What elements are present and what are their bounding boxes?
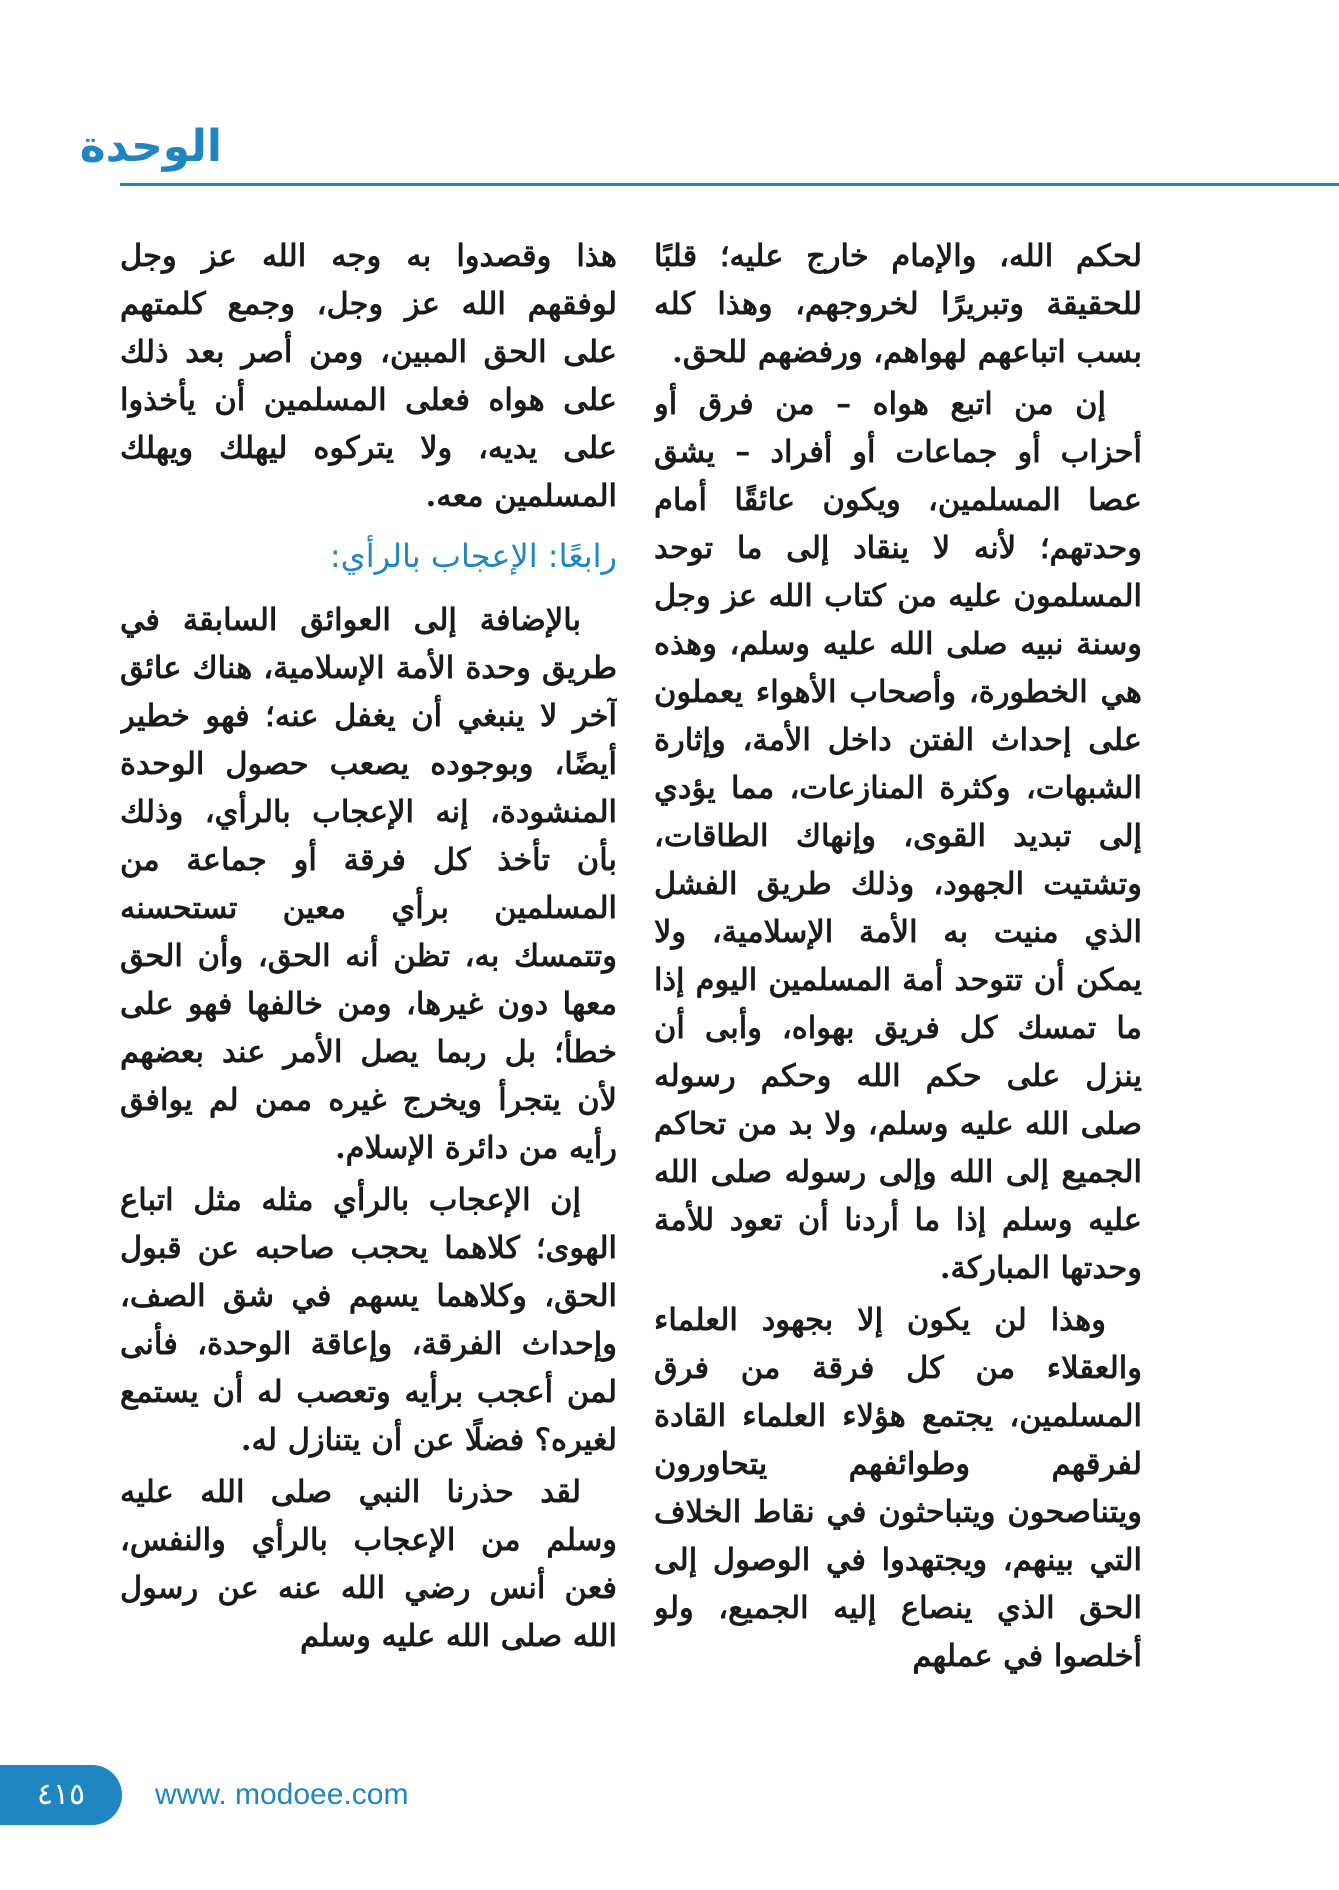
page-number-badge: ٤١٥ bbox=[0, 1765, 122, 1825]
left-column bbox=[120, 232, 617, 1762]
paragraph: إن الإعجاب بالرأي مثله مثل اتباع الهوى؛ كلاهما يحجب صاحبه عن قبول الحق، وكلاهما يسهم في شق الصف، وإحداث الفرقة، وإعاقة الوحدة، فأنى لمن أعجب برأيه وتعصب له أن يستمع لغيره؟ فضلًا عن أن يتنازل له. bbox=[120, 1182, 617, 1458]
right-column bbox=[654, 232, 1142, 1762]
header-divider bbox=[120, 183, 1339, 186]
paragraph: هذا وقصدوا به وجه الله عز وجل لوفقهم الله عز وجل، وجمع كلمتهم على الحق المبين، ومن أصر بعد ذلك على هواه فعلى المسلمين أن يأخذوا على يديه، ولا يتركوه ليهلك ويهلك المسلمين معه. bbox=[120, 238, 617, 514]
page-header-title: الوحدة bbox=[79, 121, 222, 172]
website-link[interactable]: www. modoee.com bbox=[155, 1778, 409, 1811]
paragraph: بالإضافة إلى العوائق السابقة في طريق وحدة الأمة الإسلامية، هناك عائق آخر لا ينبغي أن يغفل عنه؛ فهو خطير أيضًا، وبوجوده يصعب حصول الوحدة المنشودة، إنه الإعجاب بالرأي، وذلك بأن تأخذ كل فرقة أو جماعة من المسلمين برأي معين تستحسنه وتتمسك به، تظن أنه الحق، وأن الحق معها دون غيرها، ومن خالفها فهو على خطأ؛ بل ربما يصل الأمر عند بعضهم لأن يتجرأ ويخرج غيره ممن لم يوافق رأيه من دائرة الإسلام. bbox=[120, 602, 617, 1166]
paragraph: إن من اتبع هواه – من فرق أو أحزاب أو جماعات أو أفراد – يشق عصا المسلمين، ويكون عائقًا أمام وحدتهم؛ لأنه لا ينقاد إلى ما توحد المسلمون عليه من كتاب الله عز وجل وسنة نبيه صلى الله عليه وسلم، وهذه هي الخطورة، وأصحاب الأهواء يعملون على إحداث الفتن داخل الأمة، وإثارة الشبهات، وكثرة المنازعات، مما يؤدي إلى تبديد القوى، وإنهاك الطاقات، وتشتيت الجهود، وذلك طريق الفشل الذي منيت به الأمة الإسلامية، ولا يمكن أن تتوحد أمة المسلمين اليوم إذا ما تمسك كل فريق بهواه، وأبى أن ينزل على حكم الله وحكم رسوله صلى الله عليه وسلم، ولا بد من تحاكم الجميع إلى الله وإلى رسوله صلى الله عليه وسلم إذا ما أردنا أن تعود للأمة وحدتها المباركة. bbox=[654, 386, 1142, 1286]
paragraph: لحكم الله، والإمام خارج عليه؛ قلبًا للحقيقة وتبريرًا لخروجهم، وهذا كله بسب اتباعهم لهواهم، ورفضهم للحق. bbox=[654, 238, 1142, 370]
paragraph: وهذا لن يكون إلا بجهود العلماء والعقلاء من كل فرقة من فرق المسلمين، يجتمع هؤلاء العلماء القادة لفرقهم وطوائفهم يتحاورون ويتناصحون ويتباحثون في نقاط الخلاف التي بينهم، ويجتهدوا في الوصول إلى الحق الذي ينصاع إليه الجميع، ولو أخلصوا في عملهم bbox=[654, 1302, 1142, 1674]
section-subheading: رابعًا: الإعجاب بالرأي: bbox=[329, 537, 617, 575]
paragraph: لقد حذرنا النبي صلى الله عليه وسلم من الإعجاب بالرأي والنفس، فعن أنس رضي الله عنه عن رسول الله صلى الله عليه وسلم bbox=[120, 1474, 617, 1654]
